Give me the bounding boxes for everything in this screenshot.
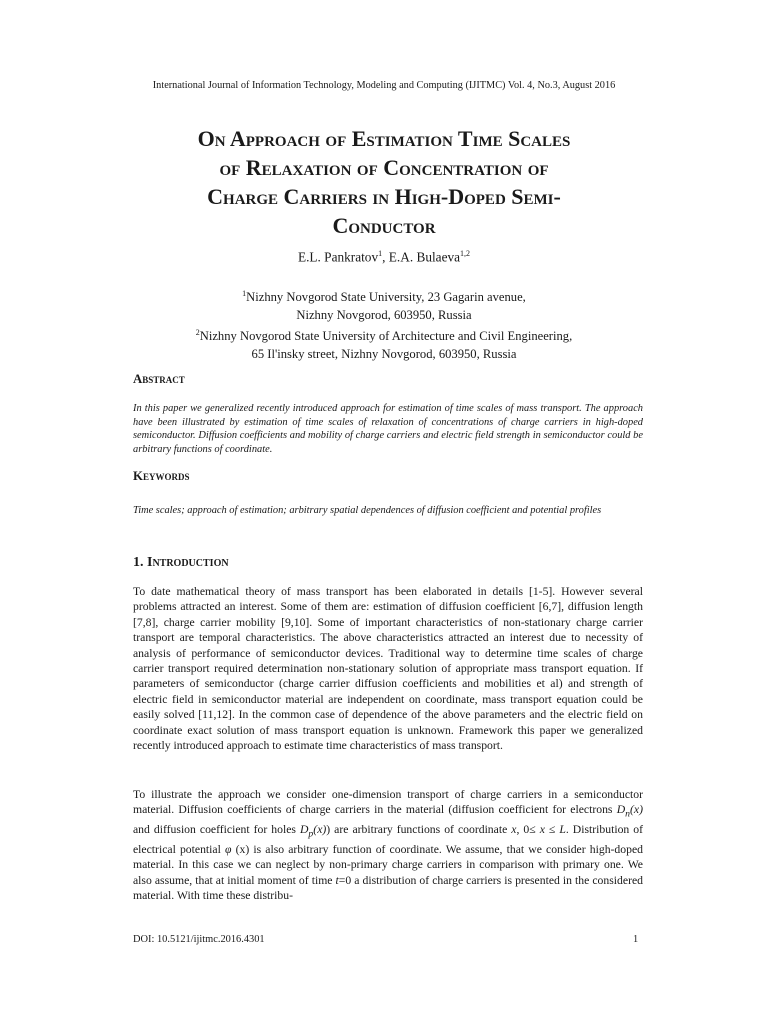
math-symbol: L [559,823,566,837]
author-affiliation-mark: 1 [378,249,383,258]
journal-header: International Journal of Information Technology, Modeling and Computing (IJITMC) Vol. 4, No.3, August 2016 [152,80,616,91]
introduction-heading: 1. Introduction [133,555,229,570]
affiliation-mark: 2 [195,328,200,338]
math-symbol: (x) [313,823,327,837]
abstract-heading: Abstract [133,372,185,386]
affiliation-2 [0,324,768,346]
title-line-3: Charge Carriers in High-Doped Semi- [207,184,561,209]
text-run: (x) is also arbitrary function of coordinate. We assume, that we consider high-doped material. In this case we can neglect by non-primary charge carriers in comparison with primary one. We also assume, that at initial moment of time [133,842,643,887]
page-number: 1 [633,934,639,945]
math-symbol: D [299,823,309,837]
introduction-paragraph-1: To date mathematical theory of mass transport has been elaborated in details [1-5]. However several problems attracted an interest. Some of them are: estimation of diffusion coefficient [6,7], diffusion length [7,8], charge carrier mobility [9,10]. Some of important characteristics of non-stationary charge carrier transport are temporal characteristics. The above characteristics attracted an interest due to necessity of analysis of performance of semiconductor devices. Traditional way to determine time scales of charge carrier transport required determination non-stationary solution of appropriate mass transport equation. If parameters of semiconductor (charge carrier diffusion coefficients and mobilities et al) and strength of electric field in semiconductor material are independent on coordinate, mass transport equation could be easily solved [11,12]. In the common case of dependence of the above parameters and the electric field on coordinate exact solution of mass transport equation is unknown. Framework this paper we generalized recently introduced approach to estimate time characteristics of mass transport. [133,585,643,753]
math-subscript: p [308,828,314,840]
author-separator: , [382,249,389,265]
paper-title [110,124,658,240]
keywords-text: Time scales; approach of estimation; arbitrary spatial dependences of diffusion coefficient and potential profiles [133,505,602,516]
math-symbol: φ [224,842,232,856]
text-run: =0 a distribution of charge carriers is presented in the considered material. With time these distribu- [133,873,643,903]
author-affiliation-mark: 1,2 [460,249,471,258]
text-run: ) are arbitrary functions of coordinate [326,823,512,837]
text-run: , 0≤ [516,823,540,837]
title-line-2: of Relaxation of Concentration of [219,155,549,180]
math-subscript: n [625,808,631,820]
footer-doi: DOI: 10.5121/ijitmc.2016.4301 [133,934,265,945]
math-symbol: D [616,803,626,817]
math-symbol: x [539,823,545,837]
abstract-text: In this paper we generalized recently introduced approach for estimation of time scales of mass transport. The approach have been illustrated by estimation of time scales of relaxation of concentrations of charge carriers in high-doped semiconductor. Diffusion coefficients and mobility of charge carriers and electric field strength in semiconductor could be arbitrary functions of coordinate. [133,403,643,455]
affiliation-1-city: Nizhny Novgorod, 603950, Russia [296,307,472,322]
author-name: E.A. Bulaeva [388,249,461,265]
math-symbol: x [511,823,517,837]
introduction-paragraph-2 [133,787,643,904]
author-list [0,249,768,265]
affiliation-block [0,285,768,363]
affiliation-text: Nizhny Novgorod State University, 23 Gagarin avenue, [246,290,526,305]
affiliation-text: Nizhny Novgorod State University of Architecture and Civil Engineering, [199,329,573,344]
text-run: . Distribution of electrical potential [133,823,643,856]
math-symbol: t [335,873,339,887]
text-run: To illustrate the approach we consider one-dimension transport of charge carriers in a semiconductor material. Diffusion coefficients of charge carriers in the material (diffusion coefficient for electrons [133,788,643,817]
text-run: ≤ [544,823,560,837]
keywords-heading: Keywords [133,469,190,483]
author-name: E.L. Pankratov [297,249,379,265]
title-line-4: Conductor [332,213,436,238]
text-run: and diffusion coefficient for holes [133,823,300,837]
affiliation-mark: 1 [242,289,247,298]
title-line-1: On Approach of Estimation Time Scales [197,126,571,151]
affiliation-1 [0,285,768,307]
math-symbol: (x) [630,803,643,817]
affiliation-2-address: 65 Il'insky street, Nizhny Novgorod, 603950, Russia [251,346,517,361]
